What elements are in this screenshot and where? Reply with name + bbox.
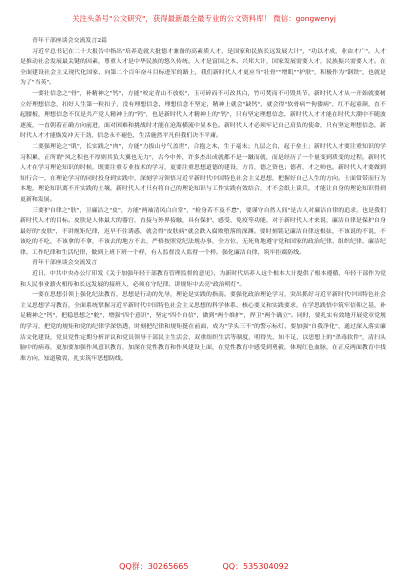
paragraph-2: 二要强理论之"肌"，长实践之"肉"，方能"力拔山兮气盖世"，合抱之木，生于毫末；九层之台，起于垒土；新时代人才要注重知识的学习积累，正所谓"风之积也不厚则其负大翼也无力"，古今中外，许多杰出成就都不是一蹴而就，而是经历了一个量变到质变的过程。新时代人才在学习理论知识的时候，既要注重专业技术的学习，更要注重思想道德的建设，方肯，德之资也；德者，才之帅也。新时代人才要做到知行合一，在理论学习的同时投身到实践中，深刻学习领悟习近平新时代中国特色社会主义思想，把握好自己人生的方向。士面常带而行为本地，理论知识离不开实践的土壤，新时代人才只有将自己的理论知识与工作实践有效结合，才不会纸上谈兵，才能让自身的理论知识得到更新和发展。 [20,143,386,203]
paragraph-1: 一要壮信念之"骨"，补精神之"钙"，方能"咬定青山不放松"，玉可碎而不可改其白，竹可焚而不可毁其节。新时代人才从一开始就要树立好理想信念，扣好人生第一粒扣子，没有理想信念，理想信念不坚定，精神上就会"缺钙"，就会得"软骨病""佝偻病"，红不起童颜，直不起腰板，理想信念不仅是共产党人精神上的"钙"，也是新时代人才精神上的"钙"，只有坚定理想信念，新时代人才才能在时代大潮中不随波逐流，一直朝着正确方向前进，面对困难和挑战时才能在沧海横流中显本色。新时代人才必须牢记自己肩负的使命，只有坚定理想信念，新时代人才才能焕发冲天干劲，信念永不褪色，生活施然平凡但我们决不平庸。 [20,90,386,140]
footer [0,560,408,574]
footer-qq: QQ：535304092 [222,562,289,571]
header-banner [56,8,352,30]
banner-text: 关注头条号"公文研究"，获得最新最全最专业的公文资料库！ 微信：gongwenyj [72,14,336,23]
paragraph-5: 一要在思想引领上强化纪法教育，思想是行动的先导，理论是实践的指南。要强化政治理论学习，突出抓好习近平新时代中国特色社会主义思想学习教育，全面系统掌握习近平新时代中国特色社会主义思想的科学体系、核心要义和实践要求，在学思践悟中筑牢信仰之基，补足精神之"钙"，把稳思想之"舵"，增强"四个意识"，坚定"四个自信"，做到"两个维护"，捍卫"两个确立"。同时，要扎实有效地开展党章党规的学习，把党的规矩和党的纪律学深悟透，时刻把纪律和规矩挺在前面，成为"学头三不"的警示标灯。要加强"自我净化"，通过深入落实廉洁文化建设，党员党性定期分析评议和党员领导干部民主生活会、双重组织生活等制度，明得失、知不足，以思想上的"杀毒软件"，清扫头脑中的病毒，更加要加强作风意识教育，加深在党性教育和作风建设上面，在党性教育中感受到勇毅，体现红色血脉，在正反两面教育中找准方向，知道敬畏，扎实筑牢思想防线。 [20,292,386,362]
document-body [20,36,386,556]
section-title-2: 青年干部座谈会交流发言 [32,260,98,267]
document-title: 青年干部座谈会交流发言2篇 [32,38,108,44]
footer-qq-group: QQ群：30265665 [119,562,189,571]
paragraph-intro: 习近平总书记在二十大报告中指出"培养造就大批德才兼备的高素质人才，是国家和民族长远发展大计"，"功以才成，业由才广"。人才是推动社会发展最关键的因素，尊重人才是中华民族的悠久传统。人才是富国之本、兴邦大计，国家发展需要人才，民族振兴需要人才。在全面建设社会主义现代化国家、向第二个百年奋斗目标进军的路上，我们新时代人才更应当"壮骨""增肌""护肤"，积极作为"钢铁"，也就是为了"当英"。 [20,48,386,87]
paragraph-3: 三要护自律之"肤"，卫廉洁之"皮"，方能"两袖清风白自堂"，"检身若不及不怠"，要谨守自然人间"是古人对廉洁自律的追求，也是我们新时代人才的目标。皮肤是人体最大的器官，直接与外界接触，具有保护、感受、免疫等功能，对于新时代人才来说，廉洁自律是保护自身最好的"皮肤"，不讲规矩纪律，迟早不住诱惑，就会得"皮肤病"就会跌入腐败堕落的深渊。要时刻铭记廉洁自律这根弦，不该说的不说，不该吃的不吃，不该拿的不拿，不该去的地方不去，严格按照党纪法规办事，全方位、无死角地遵守党和国家的政治纪律、组织纪律、廉洁纪律、工作纪律和生活纪律，做到上班下班一个样，有人监督没人监督一个样。强化廉洁自律，筑牢拒腐防线。 [20,207,386,256]
paragraph-4: 近日，中共中央办公厅印发《关于加强年轻干部教育管理监督的意见》，为新时代培养人这个根本大计提供了根本遵循，年轻干部作为党和人民事业薪火相传和长远发展的接班人，必须在守纪律、讲规矩中去亮"政治明灯"。 [20,271,386,288]
